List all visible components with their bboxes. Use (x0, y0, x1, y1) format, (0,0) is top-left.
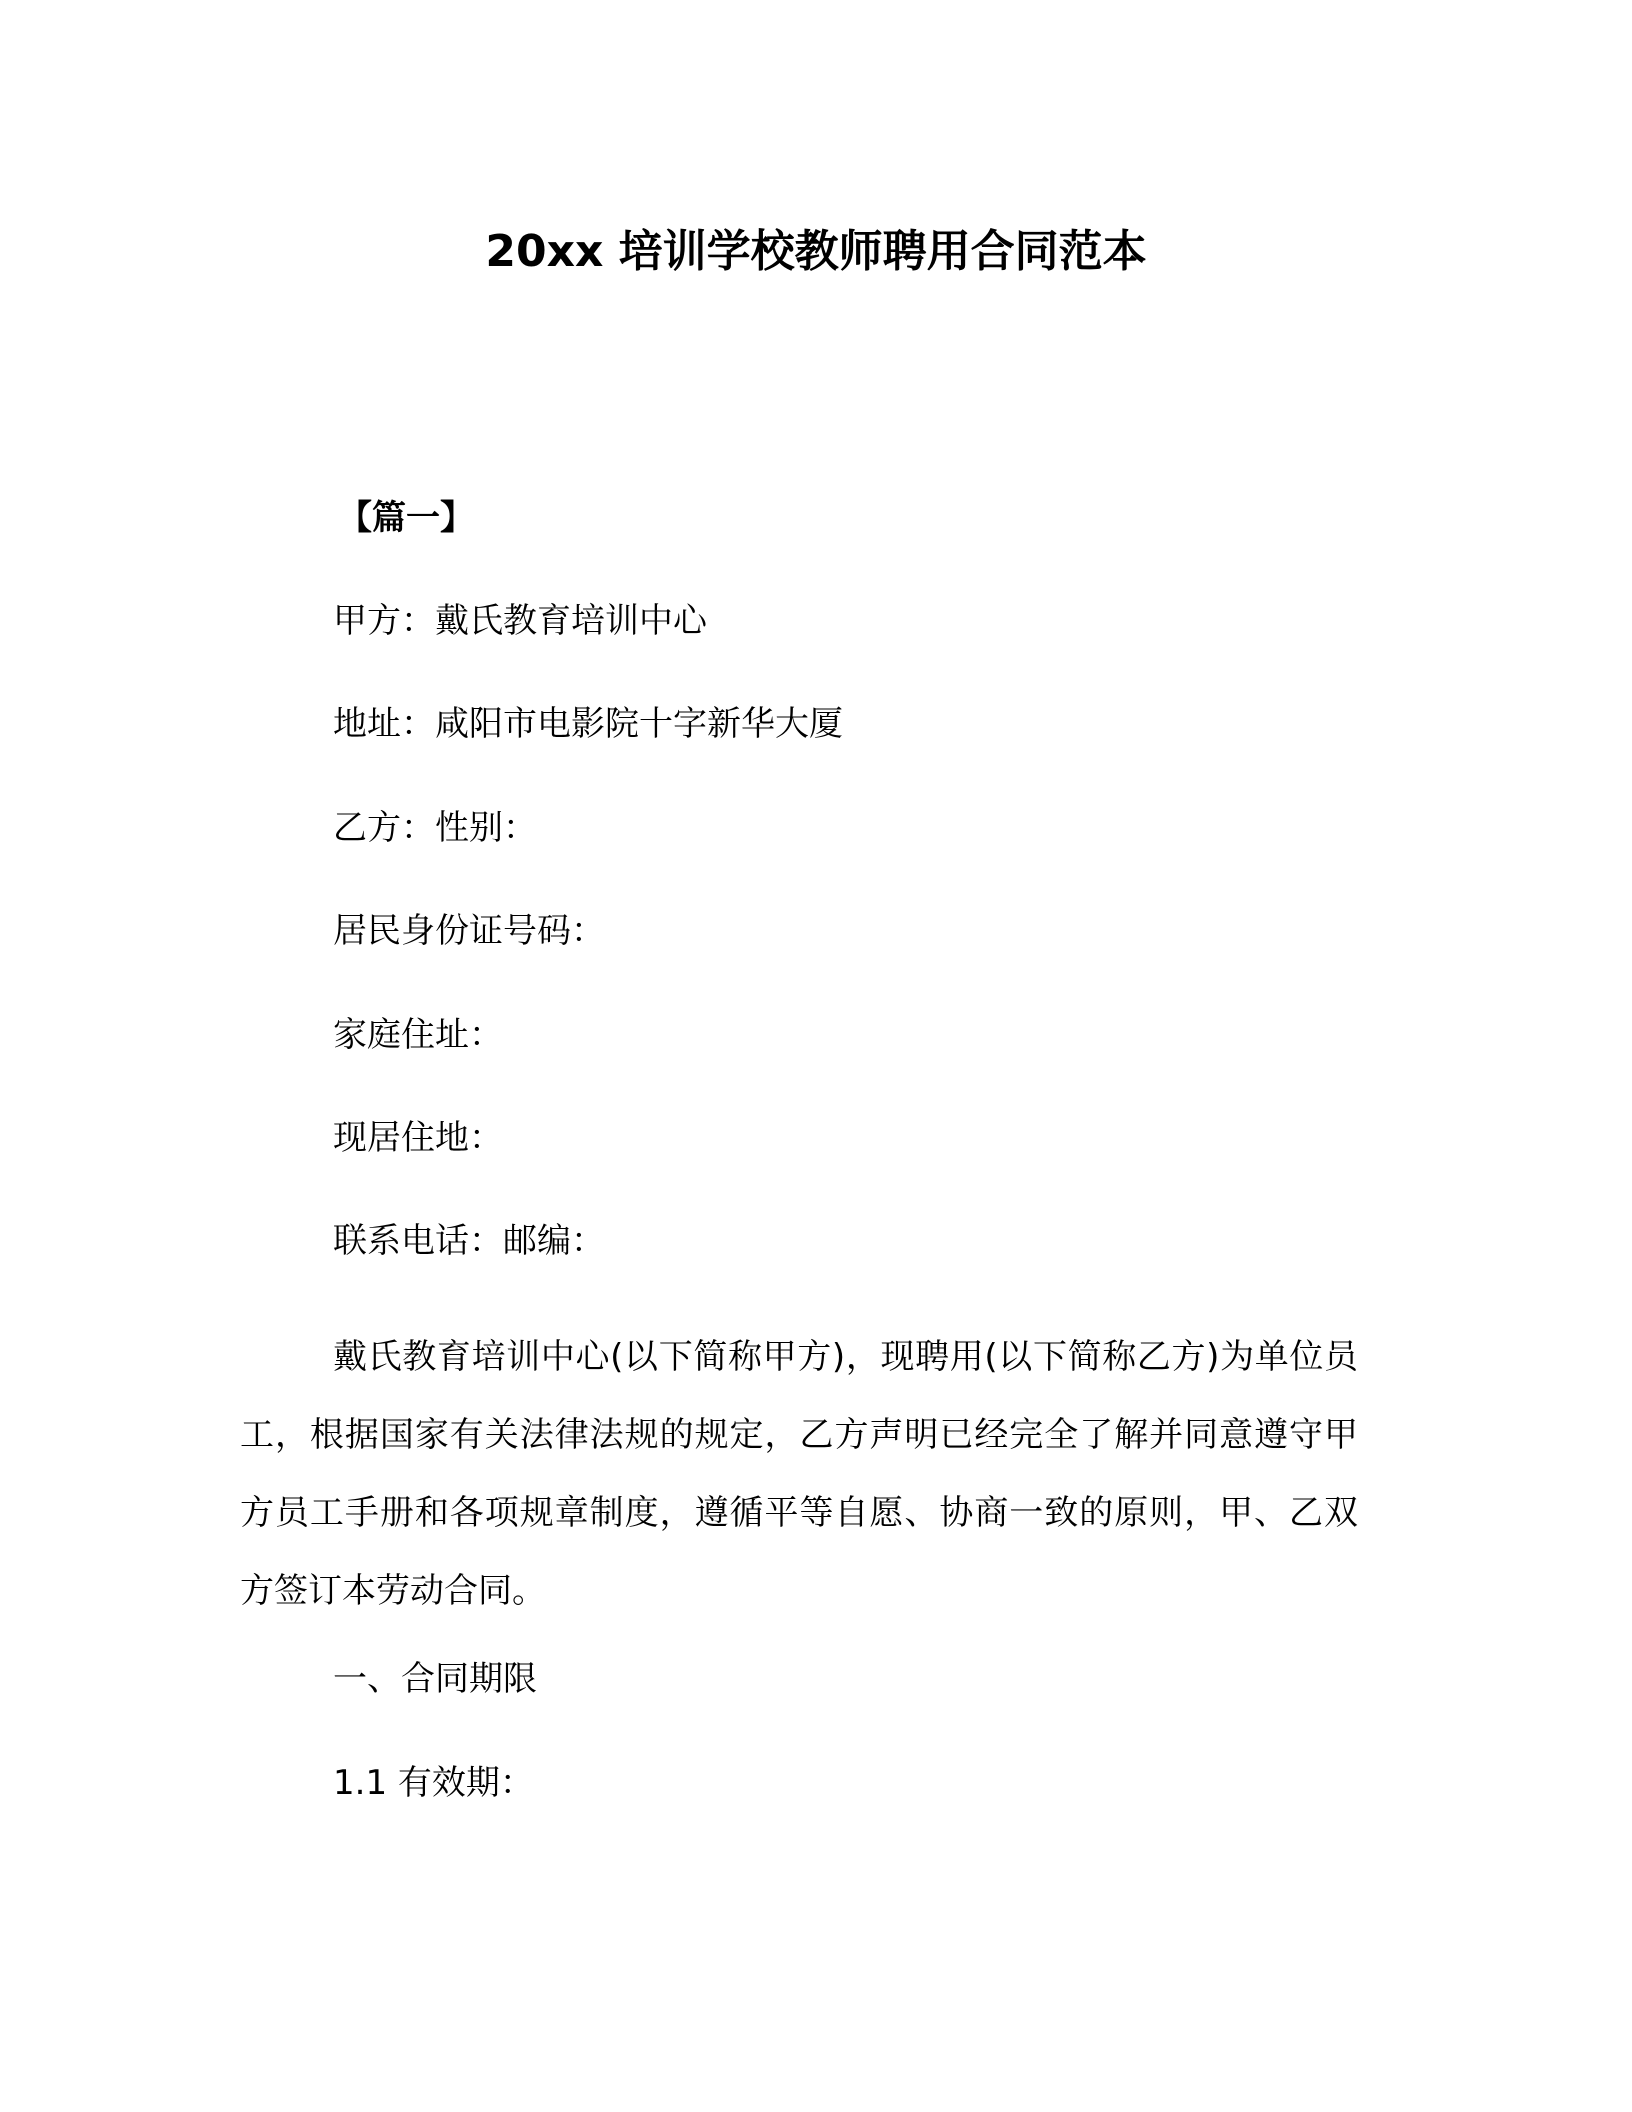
field-party-a: 甲方：戴氏教育培训中心 (333, 601, 707, 641)
field-party-b-gender: 乙方：性别： (333, 808, 537, 848)
intro-paragraph: 戴氏教育培训中心(以下简称甲方)，现聘用(以下简称乙方)为单位员工，根据国家有关法律法规的规定，乙方声明已经完全了解并同意遵守甲方员工手册和各项规章制度，遵循平等自愿、协商一致的原则，甲、乙双方签订本劳动合同。 (240, 1337, 1358, 1611)
field-id-number: 居民身份证号码： (333, 911, 605, 951)
field-phone-postcode: 联系电话：邮编： (333, 1221, 605, 1261)
section-tag: 【篇一】 (338, 498, 474, 538)
heading-contract-term: 一、合同期限 (333, 1659, 537, 1699)
field-home-address: 家庭住址： (333, 1015, 503, 1055)
field-current-residence: 现居住地： (333, 1118, 503, 1158)
clause-validity-period: 1.1 有效期： (333, 1763, 534, 1803)
field-address: 地址：咸阳市电影院十字新华大厦 (333, 704, 843, 744)
document-title: 20xx 培训学校教师聘用合同范本 (485, 226, 1147, 277)
